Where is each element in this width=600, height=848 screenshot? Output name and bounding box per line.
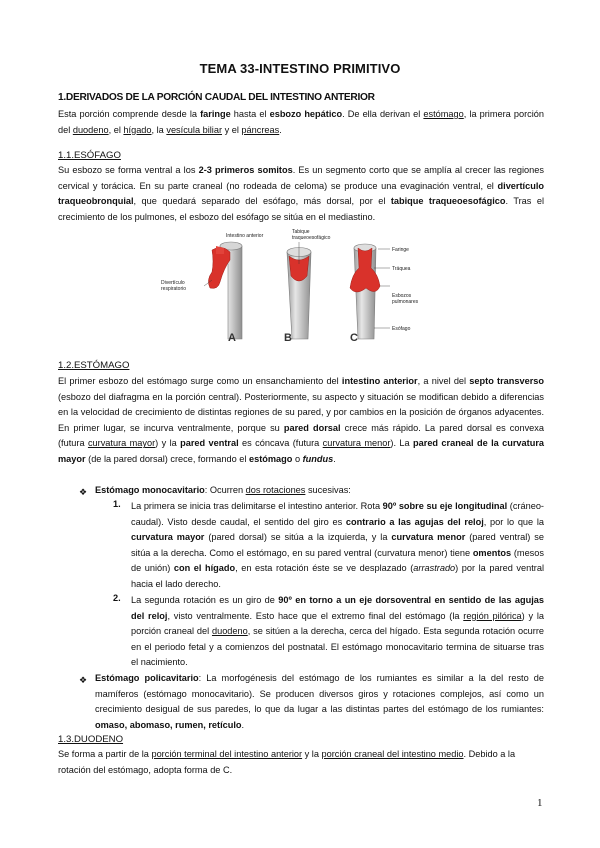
bullet-policavitario: Estómago policavitario: La morfogénesis del estómago de los rumiantes es similar a la del resto de mamíferos (estómago monocavitario). Se producen diversos giros y rotaciones complejos, así como un crecimiento desigual de sus paredes, lo que da lugar a las distintas partes del estómago de los rumiantes: omaso, abomaso, rumen, retículo.: [95, 673, 544, 730]
panel-label-b: B: [284, 332, 292, 344]
document-title: TEMA 33-INTESTINO PRIMITIVO: [199, 61, 401, 76]
paragraph-estomago: El primer esbozo del estómago surge como un ensanchamiento del intestino anterior, a nivel del septo transverso (esbozo del diafragma en la porción central). Posteriormente, su aspecto y situación se modifican debido a diferencias en la velocidad de crecimiento de distintas regiones de su pared, y por cambios en la posición de órganos adyacentes. En primer lugar, se incurva ventralmente, porque su pared dorsal crece más rápido. La pared dorsal es convexa (futura curvatura mayor) y la pared ventral es cóncava (futura curvatura menor). La pared craneal de la curvatura mayor (de la pared dorsal) crece, formando el estómago o fundus.: [58, 376, 545, 464]
label-pulmonares: pulmonares: [392, 299, 419, 305]
page-number: 1: [537, 797, 543, 809]
list-item-rotation-2: La segunda rotación es un giro de 90º en torno a un eje dorsoventral en sentido de las agujas del reloj, visto ventralmente. Esto hace que el extremo final del estómago (la región pilórica) y la porción craneal del duodeno, se sitúen a la derecha, cerca del hígado. Esta segunda rotación ocurre en el periodo fetal y a comienzos del postnatal. El estómago monocavitario termina de situarse tras el nacimiento.: [131, 595, 544, 668]
subsection-heading-esofago: 1.1.ESÓFAGO: [58, 150, 121, 161]
panel-label-a: A: [228, 332, 236, 344]
label-diverticulo: Divertículo: [161, 280, 185, 286]
panel-c-drawing: [350, 244, 390, 339]
label-tabique: Tabique: [292, 229, 310, 235]
item-number-2: 2.: [113, 593, 121, 603]
label-respiratorio: respiratorio: [161, 286, 187, 292]
label-faringe: Faringe: [392, 247, 409, 253]
panel-b-drawing: [287, 242, 311, 339]
list-item-rotation-1: La primera se inicia tras delimitarse el intestino anterior. Rota 90º sobre su eje longitudinal (cráneo-caudal). Visto desde caudal, el sentido del giro es contrario a las agujas del reloj, por lo que la curvatura mayor (pared dorsal) se sitúa a la izquierda, y la curvatura menor (pared ventral) se sitúa a la derecha. Como el estómago, en su pared ventral (curvatura menor) tiene omentos (mesos de unión) con el hígado, en esta rotación éste se ve desplazado (arrastrado) por la pared ventral hacia el lado derecho.: [131, 501, 544, 589]
paragraph-derivados: Esta porción comprende desde la faringe hasta el esbozo hepático. De ella derivan el estómago, la primera porción del duodeno, el hígado, la vesícula biliar y el páncreas.: [58, 109, 544, 135]
paragraph-esofago: Su esbozo se forma ventral a los 2-3 primeros somitos. Es un segmento corto que se amplía al crecer las regiones cervical y torácica. En su parte craneal (no rodeada de celoma) se produce una evaginación ventral, el divertículo traqueobronquial, que quedará separado del esófago, más dorsal, por el tabique traqueoesofágico. Tras el crecimiento de los pulmones, el esbozo del esófago se sitúa en el mediastino.: [58, 165, 544, 222]
panel-a-drawing: [208, 242, 242, 339]
bullet-icon: ❖: [79, 487, 88, 497]
label-esbozos: Esbozos: [392, 293, 412, 299]
bullet-monocavitario: Estómago monocavitario: Ocurren dos rotaciones sucesivas:: [95, 485, 351, 495]
item-number-1: 1.: [113, 499, 121, 509]
paragraph-duodeno: Se forma a partir de la porción terminal del intestino anterior y la porción craneal del intestino medio. Debido a la rotación del estómago, adopta forma de C.: [58, 749, 516, 775]
label-esofago: Esófago: [392, 326, 411, 332]
panel-label-c: C: [350, 332, 358, 344]
esophagus-development-figure: [150, 224, 450, 344]
subsection-heading-duodeno: 1.3.DUODENO: [58, 734, 124, 745]
label-intestino-anterior: Intestino anterior: [226, 233, 264, 239]
section-heading-derivados: 1.DERIVADOS DE LA PORCIÓN CAUDAL DEL INTESTINO ANTERIOR: [58, 92, 375, 103]
subsection-heading-estomago: 1.2.ESTÓMAGO: [58, 360, 130, 371]
label-traquea: Tráquea: [392, 266, 411, 272]
bullet-icon: ❖: [79, 675, 88, 685]
label-traqueoesofagico: traqueoesofágico: [292, 235, 331, 241]
